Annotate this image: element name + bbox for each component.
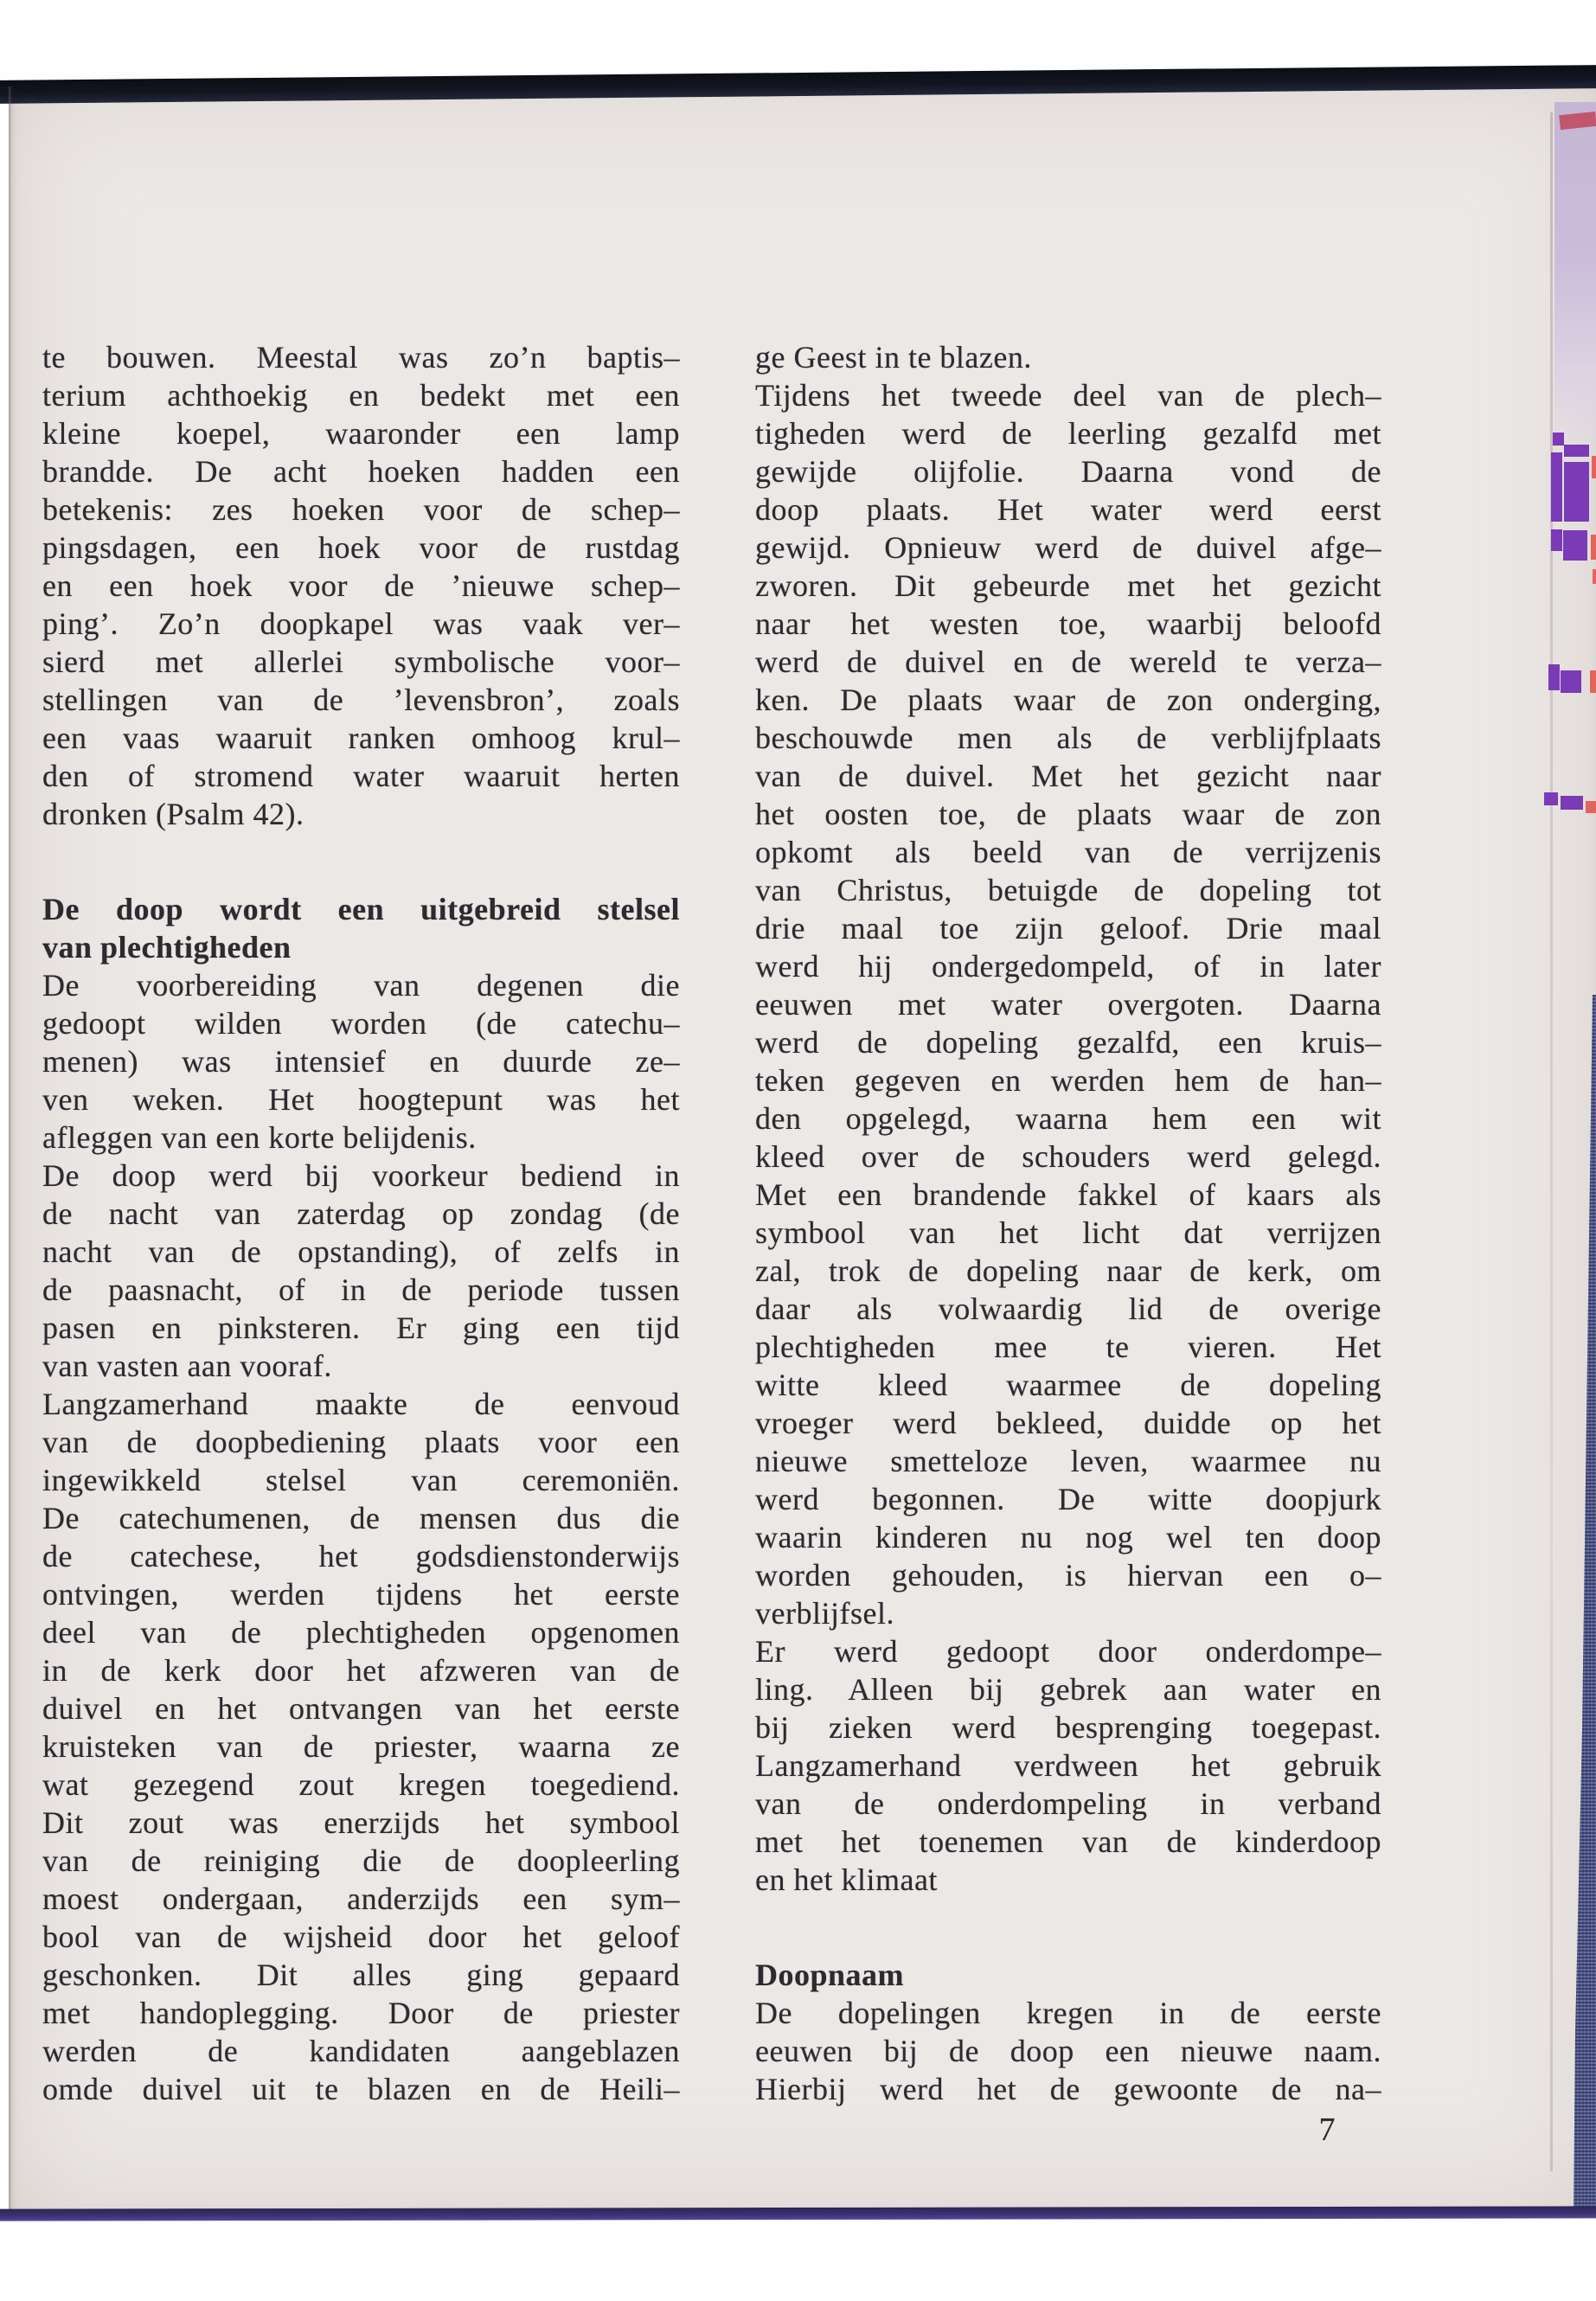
text-line: kruisteken van de priester, waarna ze bbox=[42, 1729, 680, 1764]
fore-edge-color-block bbox=[1544, 792, 1558, 805]
text-line: geschonken. Dit alles ging gepaard bbox=[42, 1958, 680, 1992]
text-line: en een hoek voor de ’nieuwe schep– bbox=[42, 568, 680, 603]
fore-edge-color-block bbox=[1553, 433, 1564, 445]
text-line: vroeger werd bekleed, duidde op het bbox=[755, 1406, 1381, 1440]
text-line: ling. Alleen bij gebrek aan water en bbox=[755, 1672, 1381, 1707]
text-line: worden gehouden, is hiervan een o– bbox=[755, 1558, 1381, 1593]
text-line: duivel en het ontvangen van het eerste bbox=[42, 1691, 680, 1726]
book-cover-bottom-edge bbox=[0, 2206, 1596, 2221]
text-line: pasen en pinksteren. Er ging een tijd bbox=[42, 1311, 680, 1345]
text-line: met het toenemen van de kinderdoop bbox=[755, 1824, 1381, 1859]
text-line: terium achthoekig en bedekt met een bbox=[42, 378, 680, 413]
text-line: van de doopbediening plaats voor een bbox=[42, 1425, 680, 1459]
text-line: ge Geest in te blazen. bbox=[755, 340, 1032, 375]
text-line: een vaas waaruit ranken omhoog krul– bbox=[42, 721, 680, 755]
right-text-column bbox=[755, 338, 1381, 2108]
text-line: bij zieken werd besprenging toegepast. bbox=[755, 1710, 1381, 1745]
page-number: 7 bbox=[1318, 2112, 1336, 2148]
text-line: De doop wordt een uitgebreid stelsel bbox=[42, 892, 680, 926]
text-line: werd hij ondergedompeld, of in later bbox=[755, 949, 1381, 984]
text-line: omde duivel uit te blazen en de Heili– bbox=[42, 2072, 680, 2106]
text-line: gewijd. Opnieuw werd de duivel afge– bbox=[755, 530, 1381, 565]
paragraph bbox=[42, 966, 680, 1157]
text-line: kleed over de schouders werd gelegd. bbox=[755, 1139, 1381, 1174]
fore-edge-color-block bbox=[1563, 530, 1587, 561]
left-text-column bbox=[42, 338, 680, 2108]
text-line: moest ondergaan, anderzijds een sym– bbox=[42, 1881, 680, 1916]
text-line: van de duivel. Met het gezicht naar bbox=[755, 759, 1381, 793]
fore-edge-color-block bbox=[1551, 529, 1562, 551]
book-page bbox=[9, 81, 1596, 2213]
text-line: opkomt als beeld van de verrijzenis bbox=[755, 835, 1381, 869]
text-line: De catechumenen, de mensen dus die bbox=[42, 1501, 680, 1535]
text-line: de catechese, het godsdienstonderwijs bbox=[42, 1539, 680, 1574]
text-line: tigheden werd de leerling gezalfd met bbox=[755, 416, 1381, 451]
text-line: ontvingen, werden tijdens het eerste bbox=[42, 1577, 680, 1612]
text-line: ping’. Zo’n doopkapel was vaak ver– bbox=[42, 606, 680, 641]
text-line: van Christus, betuigde de dopeling tot bbox=[755, 873, 1381, 907]
text-line: verblijfsel. bbox=[755, 1596, 894, 1631]
text-line: deel van de plechtigheden opgenomen bbox=[42, 1615, 680, 1650]
text-line: gedoopt wilden worden (de catechu– bbox=[42, 1006, 680, 1041]
text-line: daar als volwaardig lid de overige bbox=[755, 1292, 1381, 1326]
fore-edge-color-block bbox=[1564, 445, 1589, 457]
text-line: Met een brandende fakkel of kaars als bbox=[755, 1177, 1381, 1212]
text-line: drie maal toe zijn geloof. Drie maal bbox=[755, 911, 1381, 945]
text-line: en het klimaat bbox=[755, 1862, 938, 1897]
text-line: bool van de wijsheid door het geloof bbox=[42, 1920, 680, 1954]
text-line: betekenis: zes hoeken voor de schep– bbox=[42, 492, 680, 527]
text-line: beschouwde men als de verblijfplaats bbox=[755, 721, 1381, 755]
text-line: de paasnacht, of in de periode tussen bbox=[42, 1272, 680, 1307]
text-line: Langzamerhand maakte de eenvoud bbox=[42, 1387, 680, 1421]
text-line: De doop werd bij voorkeur bediend in bbox=[42, 1158, 680, 1193]
text-line: het oosten toe, de plaats waar de zon bbox=[755, 797, 1381, 831]
section-heading bbox=[755, 1956, 1381, 1994]
fore-edge-color-block bbox=[1561, 796, 1583, 810]
text-line: Dit zout was enerzijds het symbool bbox=[42, 1805, 680, 1840]
fore-edge-lavender-strip bbox=[1554, 102, 1596, 457]
text-line: doop plaats. Het water werd eerst bbox=[755, 492, 1381, 527]
paragraph bbox=[755, 376, 1381, 1632]
text-line: ingewikkeld stelsel van ceremoniën. bbox=[42, 1463, 680, 1497]
text-line: teken gegeven en werden hem de han– bbox=[755, 1063, 1381, 1098]
fore-edge-color-block bbox=[1592, 456, 1596, 478]
paragraph bbox=[42, 1385, 680, 2108]
text-line: stellingen van de ’levensbron’, zoals bbox=[42, 683, 680, 717]
fore-edge-color-block bbox=[1590, 670, 1596, 693]
text-line: den of stromend water waaruit herten bbox=[42, 759, 680, 793]
text-line: afleggen van een korte belijdenis. bbox=[42, 1120, 477, 1155]
text-line: ken. De plaats waar de zon onderging, bbox=[755, 683, 1381, 717]
text-line: dronken (Psalm 42). bbox=[42, 797, 304, 831]
text-line: gewijde olijfolie. Daarna vond de bbox=[755, 454, 1381, 489]
text-line: van de onderdompeling in verband bbox=[755, 1786, 1381, 1821]
paragraph bbox=[755, 1632, 1381, 1899]
text-line: van plechtigheden bbox=[42, 930, 292, 965]
text-line: werden de kandidaten aangeblazen bbox=[42, 2034, 680, 2068]
fore-edge-color-block bbox=[1564, 462, 1589, 522]
text-line: Hierbij werd het de gewoonte de na– bbox=[755, 2072, 1381, 2106]
text-line: van de reiniging die de doopleerling bbox=[42, 1843, 680, 1878]
paragraph bbox=[42, 1157, 680, 1385]
text-line: Doopnaam bbox=[755, 1958, 905, 1992]
fore-edge-color-block bbox=[1551, 452, 1562, 522]
text-line: den opgelegd, waarna hem een wit bbox=[755, 1101, 1381, 1136]
text-line: wat gezegend zout kregen toegediend. bbox=[42, 1767, 680, 1802]
fore-edge-color-block bbox=[1593, 569, 1596, 584]
fore-edge-color-block bbox=[1586, 801, 1596, 813]
text-line: Er werd gedoopt door onderdompe– bbox=[755, 1634, 1381, 1669]
paragraph bbox=[42, 338, 680, 833]
text-line: Langzamerhand verdween het gebruik bbox=[755, 1748, 1381, 1783]
fore-edge-color-block bbox=[1591, 535, 1596, 560]
fore-edge-color-block bbox=[1561, 670, 1581, 693]
text-line: eeuwen bij de doop een nieuwe naam. bbox=[755, 2034, 1381, 2068]
text-line: werd begonnen. De witte doopjurk bbox=[755, 1482, 1381, 1516]
fore-edge-color-block bbox=[1548, 664, 1560, 690]
text-line: menen) was intensief en duurde ze– bbox=[42, 1044, 680, 1079]
text-line: te bouwen. Meestal was zo’n baptis– bbox=[42, 340, 680, 375]
text-line: plechtigheden mee te vieren. Het bbox=[755, 1330, 1381, 1364]
text-line: sierd met allerlei symbolische voor– bbox=[42, 644, 680, 679]
text-line: De dopelingen kregen in de eerste bbox=[755, 1996, 1381, 2030]
text-line: de nacht van zaterdag op zondag (de bbox=[42, 1196, 680, 1231]
text-line: werd de duivel en de wereld te verza– bbox=[755, 644, 1381, 679]
text-line: ven weken. Het hoogtepunt was het bbox=[42, 1082, 680, 1117]
text-line: nacht van de opstanding), of zelfs in bbox=[42, 1234, 680, 1269]
text-line: eeuwen met water overgoten. Daarna bbox=[755, 987, 1381, 1022]
text-line: zworen. Dit gebeurde met het gezicht bbox=[755, 568, 1381, 603]
text-line: van vasten aan vooraf. bbox=[42, 1349, 332, 1383]
paragraph bbox=[755, 338, 1381, 376]
text-line: De voorbereiding van degenen die bbox=[42, 968, 680, 1003]
text-line: pingsdagen, een hoek voor de rustdag bbox=[42, 530, 680, 565]
page-right-edge-line bbox=[1550, 112, 1553, 2171]
text-line: zal, trok de dopeling naar de kerk, om bbox=[755, 1253, 1381, 1288]
section-heading bbox=[42, 890, 680, 966]
text-line: witte kleed waarmee de dopeling bbox=[755, 1368, 1381, 1402]
text-line: symbool van het licht dat verrijzen bbox=[755, 1215, 1381, 1250]
text-line: Tijdens het tweede deel van de plech– bbox=[755, 378, 1381, 413]
text-line: naar het westen toe, waarbij beloofd bbox=[755, 606, 1381, 641]
text-line: brandde. De acht hoeken hadden een bbox=[42, 454, 680, 489]
text-line: waarin kinderen nu nog wel ten doop bbox=[755, 1520, 1381, 1554]
paragraph bbox=[755, 1994, 1381, 2108]
text-line: in de kerk door het afzweren van de bbox=[42, 1653, 680, 1688]
text-line: nieuwe smetteloze leven, waarmee nu bbox=[755, 1444, 1381, 1478]
text-line: werd de dopeling gezalfd, een kruis– bbox=[755, 1025, 1381, 1060]
page-left-edge-shadow bbox=[9, 87, 12, 2213]
text-line: kleine koepel, waaronder een lamp bbox=[42, 416, 680, 451]
text-line: met handoplegging. Door de priester bbox=[42, 1996, 680, 2030]
